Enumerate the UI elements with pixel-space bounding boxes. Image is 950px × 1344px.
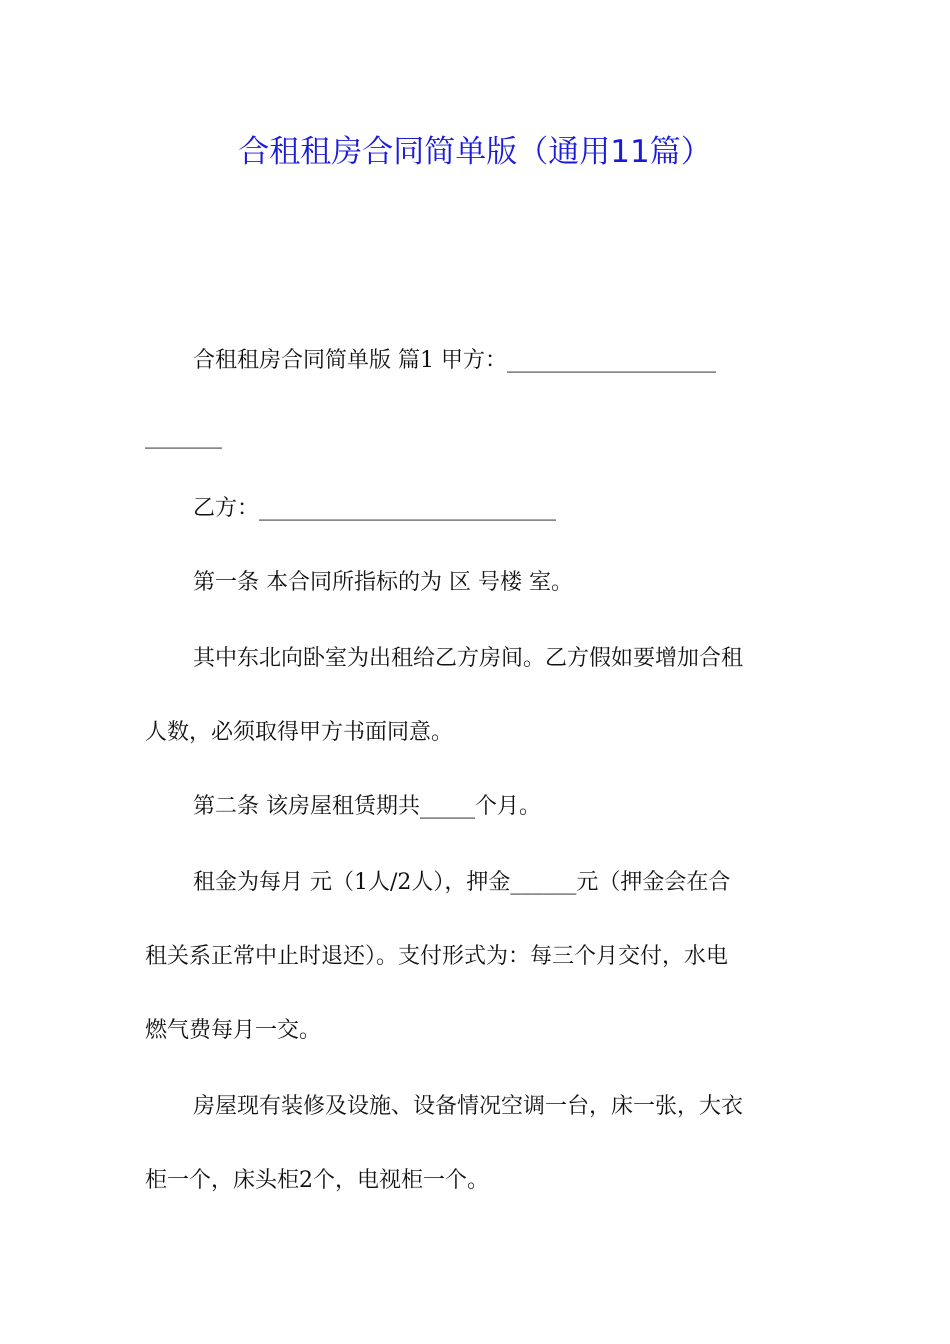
paragraph-line: 租关系正常中止时退还）。支付形式为：每三个月交付，水电 — [145, 944, 729, 969]
paragraph-line: 乙方：___________________________ — [193, 496, 557, 521]
paragraph-line: 人数，必须取得甲方书面同意。 — [145, 720, 454, 745]
paragraph-line: 第二条 该房屋租赁期共_____个月。 — [193, 794, 541, 819]
document-title: 合租租房合同简单版（通用11篇） — [238, 134, 712, 170]
paragraph-line: 合租租房合同简单版 篇1 甲方：___________________ — [193, 348, 716, 373]
paragraph-line: 租金为每月 元（1人/2人），押金______元（押金会在合 — [193, 870, 731, 895]
paragraph-line: _______ — [145, 424, 222, 449]
paragraph-line: 燃气费每月一交。 — [145, 1018, 322, 1043]
paragraph-line: 第一条 本合同所指标的为 区 号楼 室。 — [193, 570, 573, 595]
paragraph-line: 柜一个，床头柜2个，电视柜一个。 — [145, 1168, 489, 1193]
paragraph-line: 房屋现有装修及设施、设备情况空调一台，床一张，大衣 — [193, 1094, 744, 1119]
paragraph-line: 其中东北向卧室为出租给乙方房间。乙方假如要增加合租 — [193, 646, 744, 671]
